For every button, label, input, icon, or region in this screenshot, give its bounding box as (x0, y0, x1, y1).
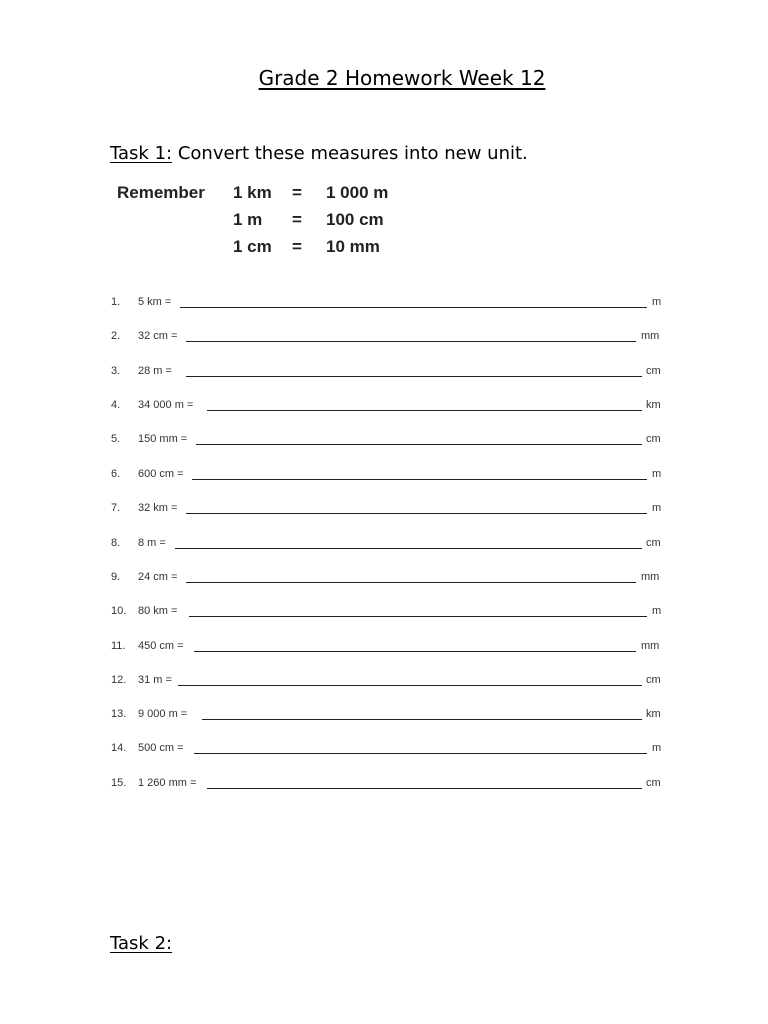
remember-equals: = (292, 210, 302, 229)
remember-equals: = (292, 183, 302, 202)
answer-unit: km (646, 399, 661, 411)
question-expression: 1 260 mm = (138, 777, 197, 789)
answer-line[interactable] (189, 616, 647, 617)
question-expression: 32 cm = (138, 330, 178, 342)
question-number: 3. (111, 365, 121, 377)
answer-line[interactable] (192, 479, 647, 480)
question-number: 5. (111, 433, 121, 445)
remember-equals: = (292, 237, 302, 256)
question-number: 4. (111, 399, 121, 411)
question-row (111, 433, 663, 449)
remember-right: 100 cm (326, 210, 384, 229)
question-number: 7. (111, 502, 121, 514)
question-number: 6. (111, 468, 121, 480)
answer-line[interactable] (207, 788, 642, 789)
answer-line[interactable] (178, 685, 642, 686)
answer-unit: km (646, 708, 661, 720)
answer-unit: cm (646, 777, 661, 789)
question-expression: 24 cm = (138, 571, 178, 583)
answer-unit: m (652, 296, 662, 308)
answer-line[interactable] (186, 513, 647, 514)
question-number: 10. (111, 605, 127, 617)
question-row (111, 674, 663, 690)
answer-unit: m (652, 742, 662, 754)
answer-unit: mm (641, 571, 660, 583)
remember-left: 1 m (233, 210, 263, 229)
remember-label: Remember (117, 183, 205, 202)
remember-right: 1 000 m (326, 183, 389, 202)
question-number: 2. (111, 330, 121, 342)
question-row (111, 708, 663, 724)
answer-line[interactable] (196, 444, 642, 445)
question-row (111, 502, 663, 518)
answer-line[interactable] (194, 651, 636, 652)
answer-line[interactable] (186, 341, 636, 342)
answer-line[interactable] (202, 719, 642, 720)
question-expression: 80 km = (138, 605, 178, 617)
remember-right: 10 mm (326, 237, 380, 256)
answer-line[interactable] (207, 410, 642, 411)
answer-unit: m (652, 605, 662, 617)
task-1-label: Task 1: (110, 143, 173, 164)
question-expression: 8 m = (138, 537, 166, 549)
question-row (111, 399, 663, 415)
task-2-label: Task 2: (110, 933, 173, 954)
question-number: 12. (111, 674, 127, 686)
question-row (111, 640, 663, 656)
question-number: 13. (111, 708, 127, 720)
answer-line[interactable] (175, 548, 642, 549)
question-row (111, 296, 663, 312)
question-number: 1. (111, 296, 121, 308)
question-row (111, 777, 663, 793)
answer-unit: cm (646, 365, 661, 377)
question-expression: 28 m = (138, 365, 172, 377)
task-1-heading (110, 143, 528, 164)
answer-line[interactable] (194, 753, 647, 754)
question-row (111, 742, 663, 758)
page-title: Grade 2 Homework Week 12 (258, 66, 546, 90)
question-expression: 5 km = (138, 296, 172, 308)
question-row (111, 365, 663, 381)
question-number: 9. (111, 571, 121, 583)
remember-left: 1 km (233, 183, 272, 202)
question-number: 11. (111, 640, 126, 652)
answer-unit: cm (646, 537, 661, 549)
question-row (111, 571, 663, 587)
question-number: 14. (111, 742, 127, 754)
remember-left: 1 cm (233, 237, 272, 256)
question-number: 8. (111, 537, 121, 549)
question-expression: 34 000 m = (138, 399, 194, 411)
answer-unit: m (652, 468, 662, 480)
question-row (111, 468, 663, 484)
answer-line[interactable] (186, 582, 636, 583)
question-expression: 600 cm = (138, 468, 184, 480)
answer-unit: cm (646, 674, 661, 686)
question-row (111, 605, 663, 621)
answer-line[interactable] (186, 376, 642, 377)
question-number: 15. (111, 777, 127, 789)
question-expression: 32 km = (138, 502, 178, 514)
answer-unit: cm (646, 433, 661, 445)
question-row (111, 330, 663, 346)
answer-line[interactable] (180, 307, 647, 308)
question-expression: 150 mm = (138, 433, 188, 445)
question-expression: 31 m = (138, 674, 172, 686)
answer-unit: mm (641, 330, 660, 342)
question-expression: 9 000 m = (138, 708, 188, 720)
question-expression: 450 cm = (138, 640, 184, 652)
question-expression: 500 cm = (138, 742, 184, 754)
task-1-instruction: Convert these measures into new unit. (177, 143, 528, 164)
question-row (111, 537, 663, 553)
answer-unit: mm (641, 640, 660, 652)
answer-unit: m (652, 502, 662, 514)
